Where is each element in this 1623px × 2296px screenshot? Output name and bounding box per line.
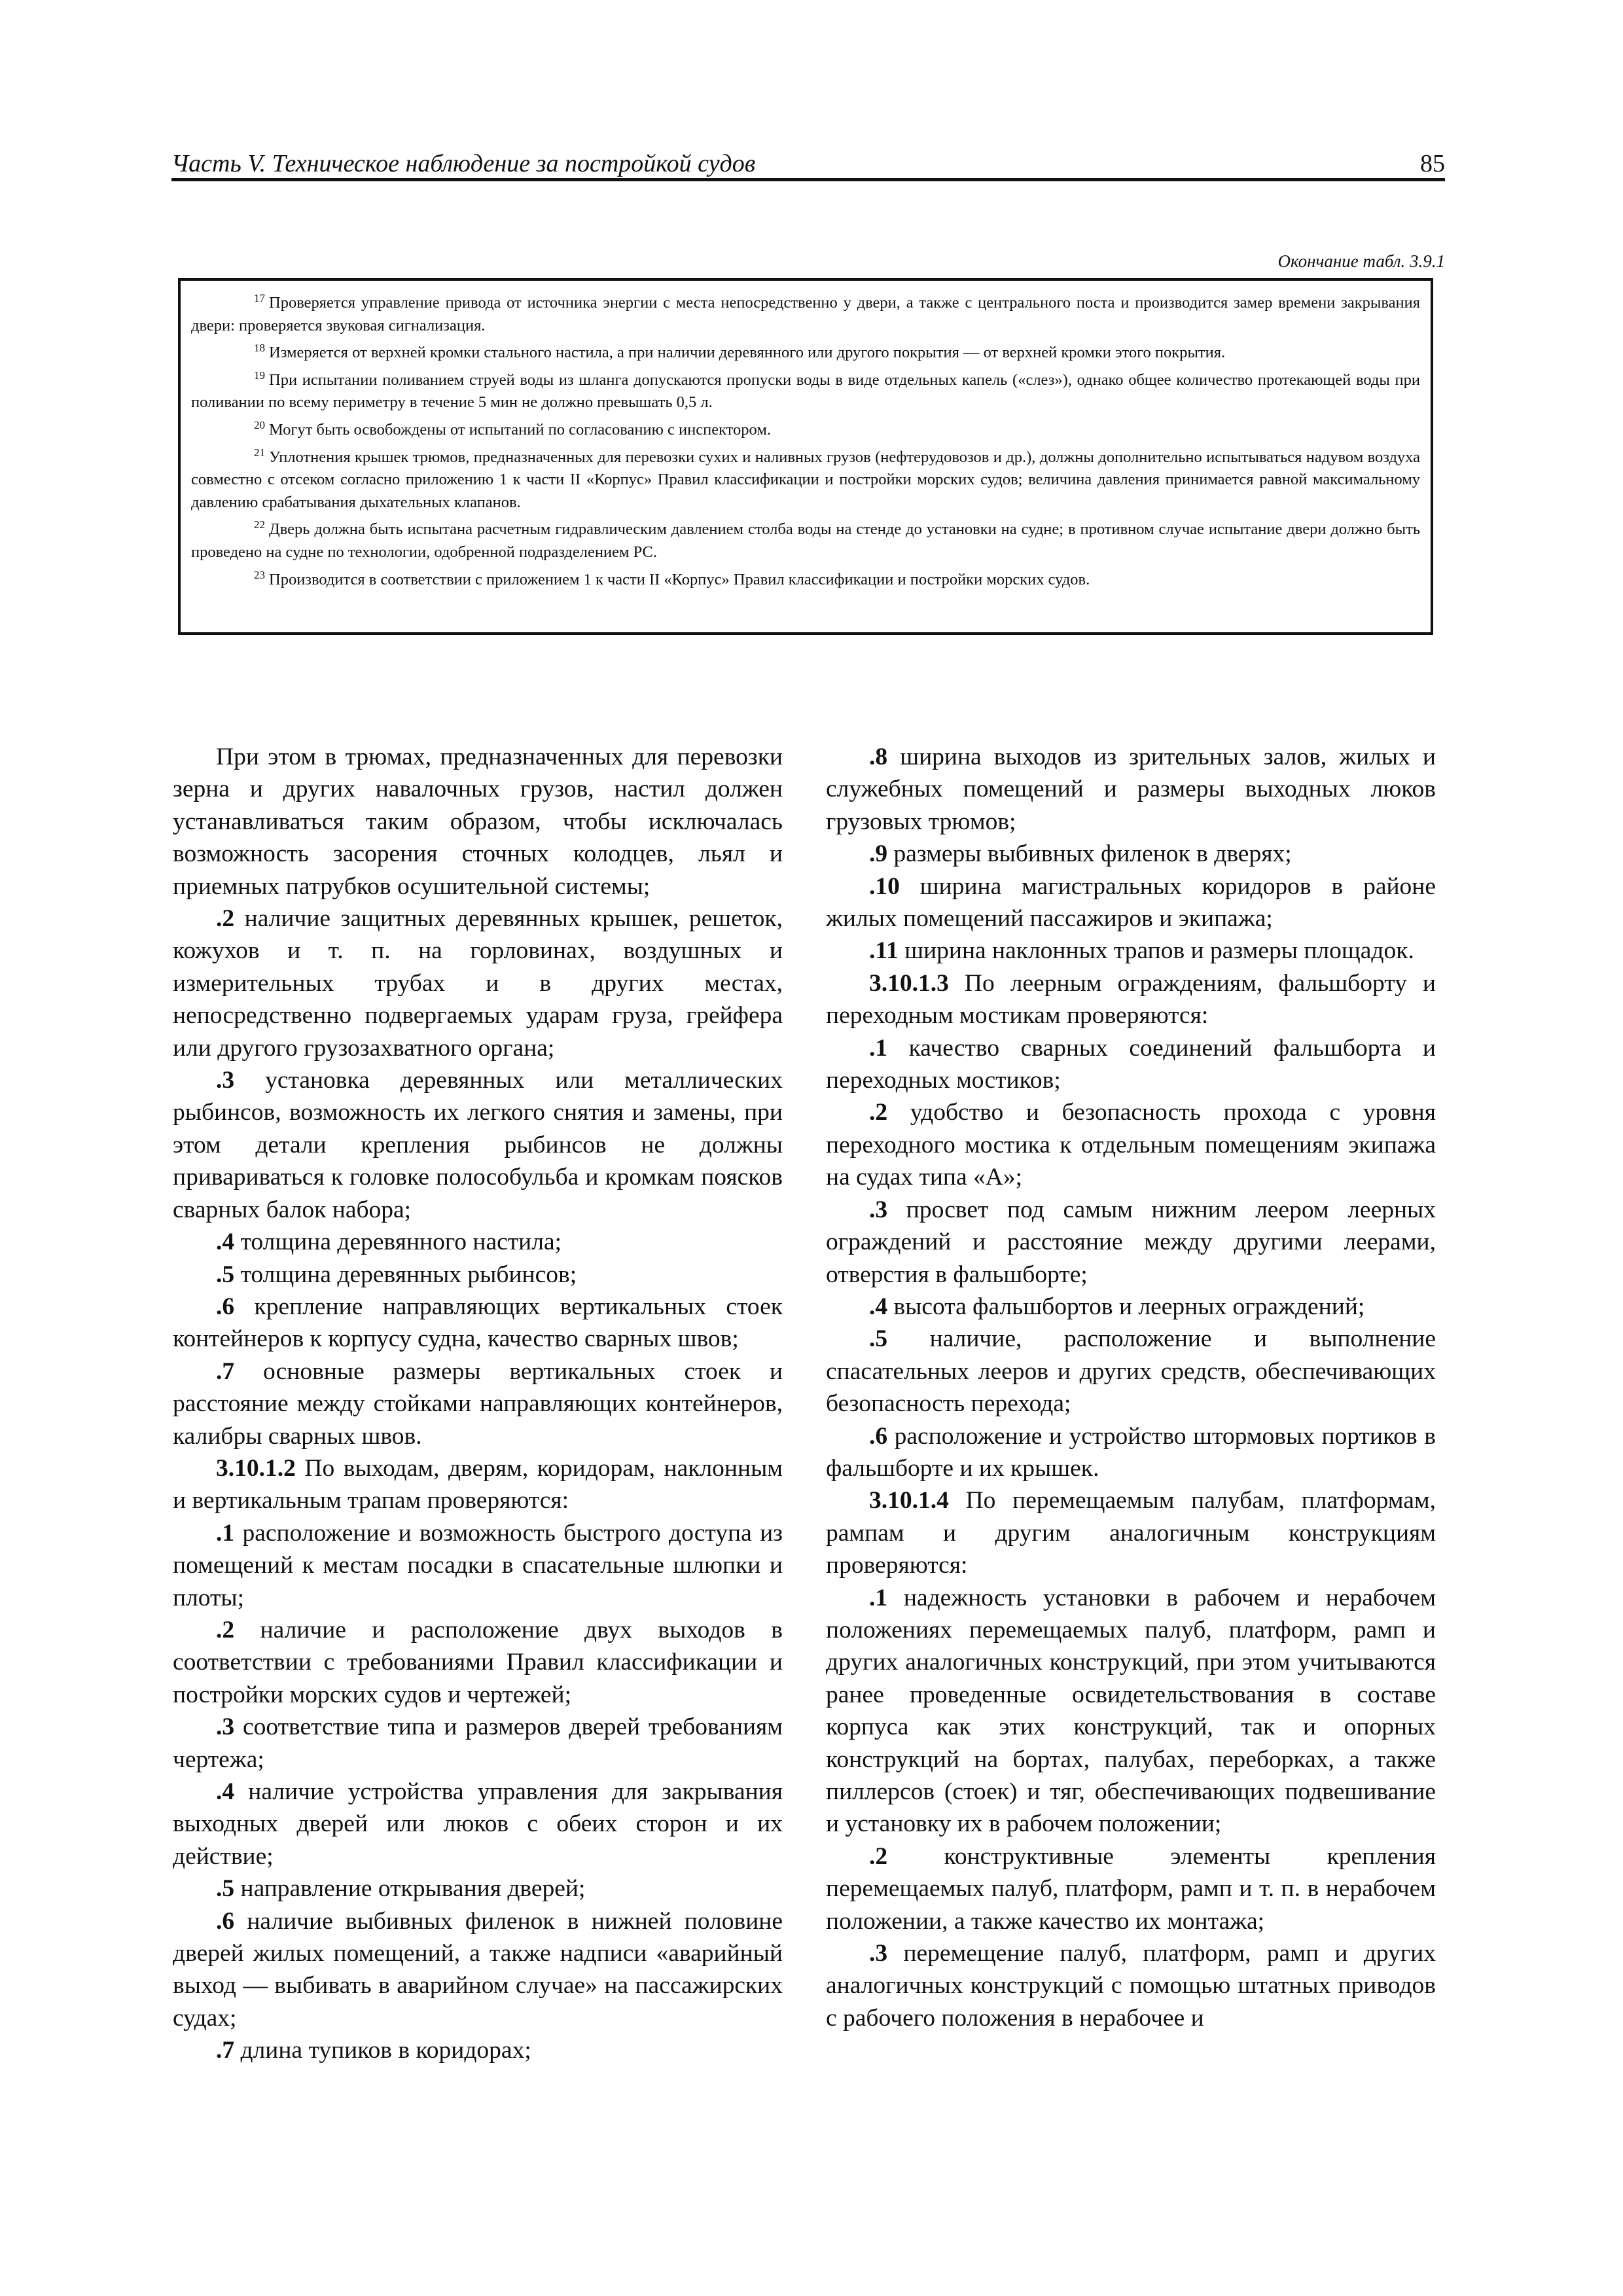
- footnote-number: 19: [254, 368, 265, 382]
- item-number: .2: [216, 1616, 235, 1643]
- footnote-number: 20: [254, 418, 265, 431]
- paragraph-text: ширина выходов из зрительных залов, жилых и служебных помещений и размеры выходных люков грузовых трюмов;: [826, 744, 1436, 835]
- section-number: 3.10.1.4: [869, 1487, 949, 1515]
- paragraph-text: надежность установки в рабочем и нерабочем положениях перемещаемых палуб, платформ, рамп и других аналогичных конструкций, при этом учитываются ранее проведенные освидетельствования в составе корпуса как этих конструкций, так и опорных конструкций на бортах, палубах, переборках, а также пиллерсов (стоек) и тяг, обеспечивающих подвешивание и установку их в рабочем положении;: [826, 1584, 1436, 1838]
- paragraph: [826, 1323, 1436, 1420]
- paragraph-text: При этом в трюмах, предназначенных для перевозки зерна и других навалочных грузов, настил должен устанавливаться таким образом, чтобы исключалась возможность засорения сточных колодцев, льял и приемных патрубков осушительной системы;: [173, 744, 783, 900]
- section-heading-paragraph: [826, 1484, 1436, 1581]
- paragraph-text: толщина деревянного настила;: [234, 1229, 562, 1256]
- item-number: .4: [216, 1778, 235, 1805]
- paragraph: [173, 1064, 783, 1226]
- page-number: 85: [1420, 150, 1445, 177]
- paragraph: [826, 1420, 1436, 1485]
- item-number: .8: [869, 744, 888, 770]
- footnote-text: Уплотнения крышек трюмов, предназначенных для перевозки сухих и наливных грузов (нефтерудовозов и др.), должны дополнительно испытываться надувом воздуха совместно с отсеком согласно приложению 1 к части II «Корпус» Правил классификации и постройки морских судов; величина давления принимается равной максимальному давлению срабатывания дыхательных клапанов.: [191, 448, 1420, 511]
- paragraph-text: установка деревянных или металлических рыбинсов, возможность их легкого снятия и замены, при этом детали крепления рыбинсов не должны привариваться к головке полособульба и кромкам поясков сварных балок набора;: [173, 1067, 783, 1223]
- paragraph: [826, 870, 1436, 935]
- paragraph-text: направление открывания дверей;: [234, 1875, 586, 1903]
- paragraph: [826, 838, 1436, 870]
- footnote-text: При испытании поливанием струей воды из шланга допускаются пропуски воды в виде отдельных капель («слез»), однако общее количество протекающей воды при поливании по всему периметру в течение 5 мин не должно превышать 0,5 л.: [191, 370, 1420, 412]
- item-number: .1: [869, 1034, 888, 1062]
- paragraph-text: качество сварных соединений фальшборта и переходных мостиков;: [826, 1034, 1436, 1094]
- paragraph: [173, 741, 783, 903]
- footnote: [191, 287, 1420, 337]
- paragraph-text: наличие устройства управления для закрывания выходных дверей или люков с обеих сторон и их действие;: [173, 1778, 783, 1870]
- left-text-column: [173, 741, 783, 2067]
- paragraph: [173, 1711, 783, 1776]
- footnote: [191, 442, 1420, 514]
- footnote-number: 18: [254, 342, 265, 355]
- paragraph-text: расположение и устройство штормовых портиков в фальшборте и их крышек.: [826, 1422, 1436, 1482]
- paragraph-text: По леерным ограждениям, фальшборту и переходным мостикам проверяются:: [826, 969, 1436, 1030]
- paragraph: [173, 1873, 783, 1905]
- item-number: .3: [216, 1713, 235, 1741]
- paragraph: [826, 935, 1436, 967]
- paragraph-text: крепление направляющих вертикальных стоек контейнеров к корпусу судна, качество сварных швов;: [173, 1293, 783, 1353]
- paragraph: [826, 1582, 1436, 1840]
- item-number: .6: [216, 1293, 235, 1320]
- item-number: .6: [216, 1907, 235, 1935]
- item-number: .5: [216, 1875, 235, 1903]
- paragraph-text: толщина деревянных рыбинсов;: [234, 1261, 577, 1288]
- paragraph-text: высота фальшбортов и леерных ограждений;: [887, 1293, 1365, 1320]
- running-header-title: Часть V. Техническое наблюдение за постройкой судов: [171, 150, 756, 177]
- footnote: [191, 337, 1420, 365]
- running-header: [171, 145, 1445, 178]
- paragraph: [173, 1517, 783, 1614]
- footnote: [191, 414, 1420, 442]
- footnote-text: Проверяется управление привода от источника энергии с места непосредственно у двери, а также с центрального поста и производится замер времени закрывания двери: проверяется звуковая сигнализация.: [191, 294, 1420, 334]
- table-continuation-caption: Окончание табл. 3.9.1: [1277, 251, 1445, 271]
- section-heading-paragraph: [826, 967, 1436, 1032]
- paragraph-text: основные размеры вертикальных стоек и расстояние между стойками направляющих контейнеров, калибры сварных швов.: [173, 1357, 783, 1450]
- item-number: .2: [869, 1099, 888, 1126]
- paragraph-text: ширина магистральных коридоров в районе жилых помещений пассажиров и экипажа;: [826, 872, 1436, 933]
- paragraph-text: расположение и возможность быстрого доступа из помещений к местам посадки в спасательные шлюпки и плоты;: [173, 1519, 783, 1611]
- footnote-text: Могут быть освобождены от испытаний по согласованию с инспектором.: [269, 420, 771, 439]
- item-number: .4: [869, 1293, 888, 1320]
- item-number: .1: [869, 1584, 888, 1611]
- footnote: [191, 514, 1420, 564]
- footnote-number: 17: [254, 292, 265, 304]
- paragraph-text: размеры выбивных филенок в дверях;: [887, 840, 1292, 868]
- paragraph-text: перемещение палуб, платформ, рамп и других аналогичных конструкций с помощью штатных приводов с рабочего положения в нерабочее и: [826, 1940, 1436, 2032]
- paragraph-text: соответствие типа и размеров дверей требованиям чертежа;: [173, 1713, 783, 1773]
- paragraph-text: наличие защитных деревянных крышек, решеток, кожухов и т. п. на горловинах, воздушных и измерительных трубах и в других местах, непосредственно подвергаемых ударам груза, грейфера или другого грузозахватного органа;: [173, 905, 783, 1062]
- paragraph: [826, 1194, 1436, 1291]
- paragraph: [826, 741, 1436, 838]
- paragraph-text: просвет под самым нижним леером леерных ограждений и расстояние между другими леерами, отверстия в фальшборте;: [826, 1196, 1436, 1288]
- paragraph-text: наличие, расположение и выполнение спасательных лееров и других средств, обеспечивающих безопасность перехода;: [826, 1325, 1436, 1418]
- footnote-number: 22: [254, 518, 265, 531]
- paragraph: [826, 1032, 1436, 1097]
- item-number: .3: [869, 1940, 888, 1967]
- paragraph: [826, 1096, 1436, 1193]
- section-heading-paragraph: [173, 1452, 783, 1517]
- footnote: [191, 564, 1420, 592]
- footnote-text: Измеряется от верхней кромки стального настила, а при наличии деревянного или другого покрытия — от верхней кромки этого покрытия.: [269, 344, 1226, 362]
- section-number: 3.10.1.3: [869, 969, 949, 997]
- paragraph-text: ширина наклонных трапов и размеры площадок.: [898, 937, 1414, 965]
- item-number: .2: [216, 905, 235, 933]
- item-number: .10: [869, 872, 900, 900]
- paragraph-text: По перемещаемым палубам, платформам, рампам и другим аналогичным конструкциям проверяются:: [826, 1487, 1436, 1579]
- paragraph-text: длина тупиков в коридорах;: [234, 2037, 531, 2064]
- footnote-number: 21: [254, 446, 265, 459]
- footnote: [191, 365, 1420, 414]
- item-number: .3: [869, 1196, 888, 1223]
- paragraph: [173, 1776, 783, 1873]
- item-number: .7: [216, 2037, 235, 2064]
- paragraph: [826, 1937, 1436, 2034]
- section-number: 3.10.1.2: [216, 1454, 296, 1482]
- item-number: .5: [216, 1261, 235, 1288]
- paragraph: [173, 1226, 783, 1258]
- paragraph: [826, 1291, 1436, 1323]
- item-number: .6: [869, 1422, 888, 1450]
- item-number: .1: [216, 1519, 235, 1547]
- paragraph: [173, 1355, 783, 1452]
- table-footnotes-box: [178, 278, 1433, 635]
- paragraph: [173, 1291, 783, 1355]
- header-rule: [171, 178, 1445, 181]
- footnote-text: Производится в соответствии с приложением 1 к части II «Корпус» Правил классификации и постройки морских судов.: [269, 570, 1090, 588]
- paragraph-text: удобство и безопасность прохода с уровня переходного мостика к отдельным помещениям экипажа на судах типа «А»;: [826, 1099, 1436, 1191]
- paragraph: [173, 1259, 783, 1291]
- item-number: .3: [216, 1067, 235, 1094]
- item-number: .5: [869, 1325, 888, 1353]
- paragraph: [173, 1614, 783, 1711]
- paragraph: [173, 903, 783, 1064]
- paragraph: [173, 1905, 783, 2035]
- right-text-column: [826, 741, 1436, 2034]
- item-number: .7: [216, 1357, 235, 1385]
- item-number: .11: [869, 937, 899, 965]
- paragraph: [826, 1840, 1436, 1937]
- item-number: .4: [216, 1229, 235, 1256]
- item-number: .9: [869, 840, 888, 868]
- paragraph-text: конструктивные элементы крепления перемещаемых палуб, платформ, рамп и т. п. в нерабочем положении, а также качество их монтажа;: [826, 1842, 1436, 1935]
- paragraph-text: наличие и расположение двух выходов в соответствии с требованиями Правил классификации и постройки морских судов и чертежей;: [173, 1616, 783, 1708]
- paragraph-text: наличие выбивных филенок в нижней половине дверей жилых помещений, а также надписи «аварийный выход — выбивать в аварийном случае» на пассажирских судах;: [173, 1907, 783, 2032]
- paragraph-text: По выходам, дверям, коридорам, наклонным и вертикальным трапам проверяются:: [173, 1454, 783, 1515]
- paragraph: [173, 2034, 783, 2066]
- item-number: .2: [869, 1842, 888, 1870]
- footnote-number: 23: [254, 568, 265, 581]
- footnote-text: Дверь должна быть испытана расчетным гидравлическим давлением столба воды на стенде до установки на судне; в противном случае испытание двери должно быть проведено на судне по технологии, одобренной подразделением РС.: [191, 520, 1420, 561]
